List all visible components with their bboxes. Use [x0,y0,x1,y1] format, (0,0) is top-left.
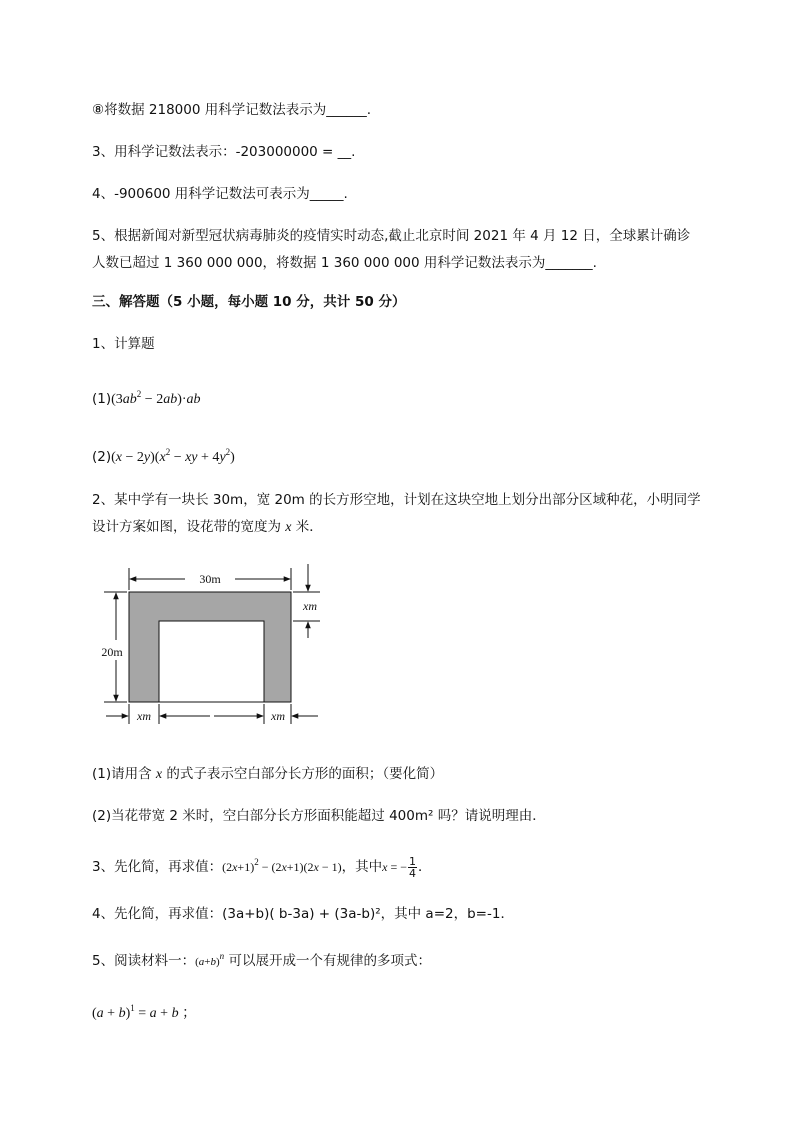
q8-line: ⑧将数据 218000 用科学记数法表示为______. [92,102,372,118]
s3-mid: ，其中 [341,859,383,875]
s1-title: 1、计算题 [92,336,155,352]
s5-line [92,946,431,972]
s4-line [92,904,514,924]
s2q1-pre: (1)请用含 [92,766,156,782]
s1-part1-label: (1) [92,391,112,407]
s5-expansion-1: $(a + b)^1 = a + b$ ； [92,1003,197,1021]
top-label: 30m [199,572,221,586]
s1-part2-expr: $(x - 2y)(x^2$ − xy + $4y^2$) [111,447,235,465]
bottom-right-label: xm [271,709,285,723]
s3-expr: $(2x+1)^2 - (2x+1)(2x - 1)$ [222,857,342,874]
s2-line-2-post: 米． [291,519,323,535]
s5-pre: 5、阅读材料一： [92,953,196,969]
garden-diagram [92,560,332,732]
s1-part2-label: (2) [92,449,112,465]
s2-line-2 [92,517,323,538]
s2q1-var-x: x [155,767,163,782]
s3-condition: x = − [382,860,408,874]
s2-question-2: (2)当花带宽 2 米时，空白部分长方形面积能超过 400m² 吗？请说明理由． [92,808,546,824]
s1-part2 [92,442,235,468]
s4-expr: (3a+b)( b-3a) + (3a-b)² [222,906,381,922]
s3-frac-num: 1 [409,854,417,868]
s4-post: ，其中 a=2，b=-1． [380,906,514,922]
q4-line: 4、-900600 用科学记数法可表示为_____. [92,186,348,202]
q3-line: 3、用科学记数法表示：-203000000 = __. [92,144,356,160]
s3-frac-den: 4 [409,866,417,880]
left-label: 20m [101,645,123,659]
s1-part1 [92,384,201,410]
s2-line-2-pre: 设计方案如图，设花带的宽度为 [92,519,286,535]
bottom-left-label: xm [137,709,151,723]
q5-line-2: 人数已超过 1 360 000 000，将数据 1 360 000 000 用科学记数法表示为_______. [92,255,597,271]
s2-line-1: 2、某中学有一块长 30m，宽 20m 的长方形空地，计划在这块空地上划分出部分区域种花，小明同学 [92,492,701,508]
section-heading: 三、解答题（5 小题，每小题 10 分，共计 50 分） [92,294,406,310]
s3-pre: 3、先化简，再求值： [92,859,223,875]
s3-fraction [408,856,417,879]
s3-line: 3、先化简，再求值：$(2x+1)^2 - (2x+1)(2x - 1)$，其中x = − $\frac{1}{4}$ ． [92,854,432,880]
s1-part1-expr: $(3ab^2 - 2ab)\cdot ab$ [111,389,201,407]
s2-question-1 [92,764,443,785]
blank-rectangle [159,621,264,702]
s2-var-x: x [285,520,292,535]
s4-pre: 4、先化简，再求值： [92,906,223,922]
right-label: xm [303,599,317,613]
s5-post: 可以展开成一个有规律的多项式： [224,953,431,969]
s5-expr: $(a+b)^n$ [195,951,225,968]
q5-line-1: 5、根据新闻对新型冠状病毒肺炎的疫情实时动态,截止北京时间 2021 年 4 月 12 日，全球累计确诊 [92,228,691,244]
s2q1-post: 的式子表示空白部分长方形的面积；（要化简） [162,766,444,782]
